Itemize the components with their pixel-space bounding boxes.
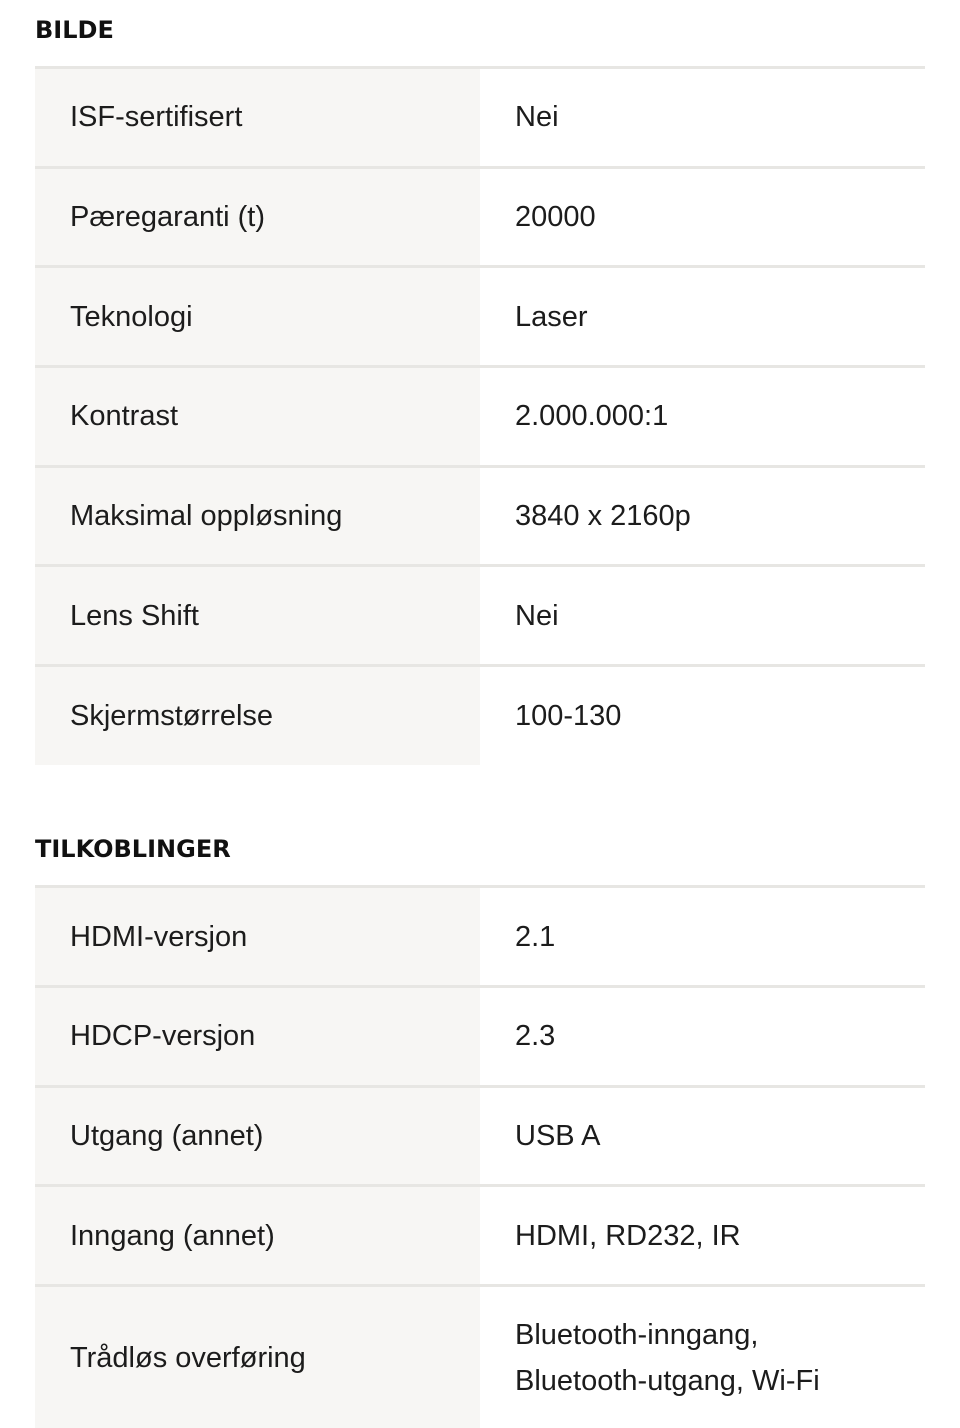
- table-row: [35, 466, 925, 566]
- section-heading-bilde: BILDE: [35, 16, 114, 44]
- table-row: [35, 1186, 925, 1286]
- spec-value: 2.000.000:1: [480, 367, 925, 467]
- spec-value: 100-130: [480, 666, 925, 766]
- table-row: [35, 566, 925, 666]
- spec-value: Bluetooth-inngang, Bluetooth-utgang, Wi-Fi: [480, 1286, 925, 1428]
- spec-label: ISF-sertifisert: [35, 68, 480, 168]
- spec-table-bilde: [35, 66, 925, 765]
- spec-value: Nei: [480, 68, 925, 168]
- spec-label: Inngang (annet): [35, 1186, 480, 1286]
- spec-label: Kontrast: [35, 367, 480, 467]
- spec-value: 20000: [480, 167, 925, 267]
- spec-label: Utgang (annet): [35, 1086, 480, 1186]
- spec-table-tilkoblinger: [35, 885, 925, 1428]
- table-row: [35, 887, 925, 987]
- table-row: [35, 1086, 925, 1186]
- table-row: [35, 167, 925, 267]
- spec-value: HDMI, RD232, IR: [480, 1186, 925, 1286]
- table-row: [35, 367, 925, 467]
- section-tilkoblinger: [35, 765, 925, 1428]
- table-row: [35, 666, 925, 766]
- spec-value: 2.3: [480, 987, 925, 1087]
- spec-value: Nei: [480, 566, 925, 666]
- spec-value: 2.1: [480, 887, 925, 987]
- table-row: [35, 68, 925, 168]
- spec-label: Pæregaranti (t): [35, 167, 480, 267]
- spec-label: Maksimal oppløsning: [35, 466, 480, 566]
- table-row: [35, 987, 925, 1087]
- table-row: [35, 1286, 925, 1428]
- spec-label: HDCP-versjon: [35, 987, 480, 1087]
- spec-value: Laser: [480, 267, 925, 367]
- spec-value: USB A: [480, 1086, 925, 1186]
- spec-label: Teknologi: [35, 267, 480, 367]
- section-heading-tilkoblinger: TILKOBLINGER: [35, 835, 231, 864]
- spec-value: 3840 x 2160p: [480, 466, 925, 566]
- spec-label: HDMI-versjon: [35, 887, 480, 987]
- table-row: [35, 267, 925, 367]
- spec-label: Trådløs overføring: [35, 1286, 480, 1428]
- section-bilde: [35, 0, 925, 765]
- spec-label: Lens Shift: [35, 566, 480, 666]
- spec-label: Skjermstørrelse: [35, 666, 480, 766]
